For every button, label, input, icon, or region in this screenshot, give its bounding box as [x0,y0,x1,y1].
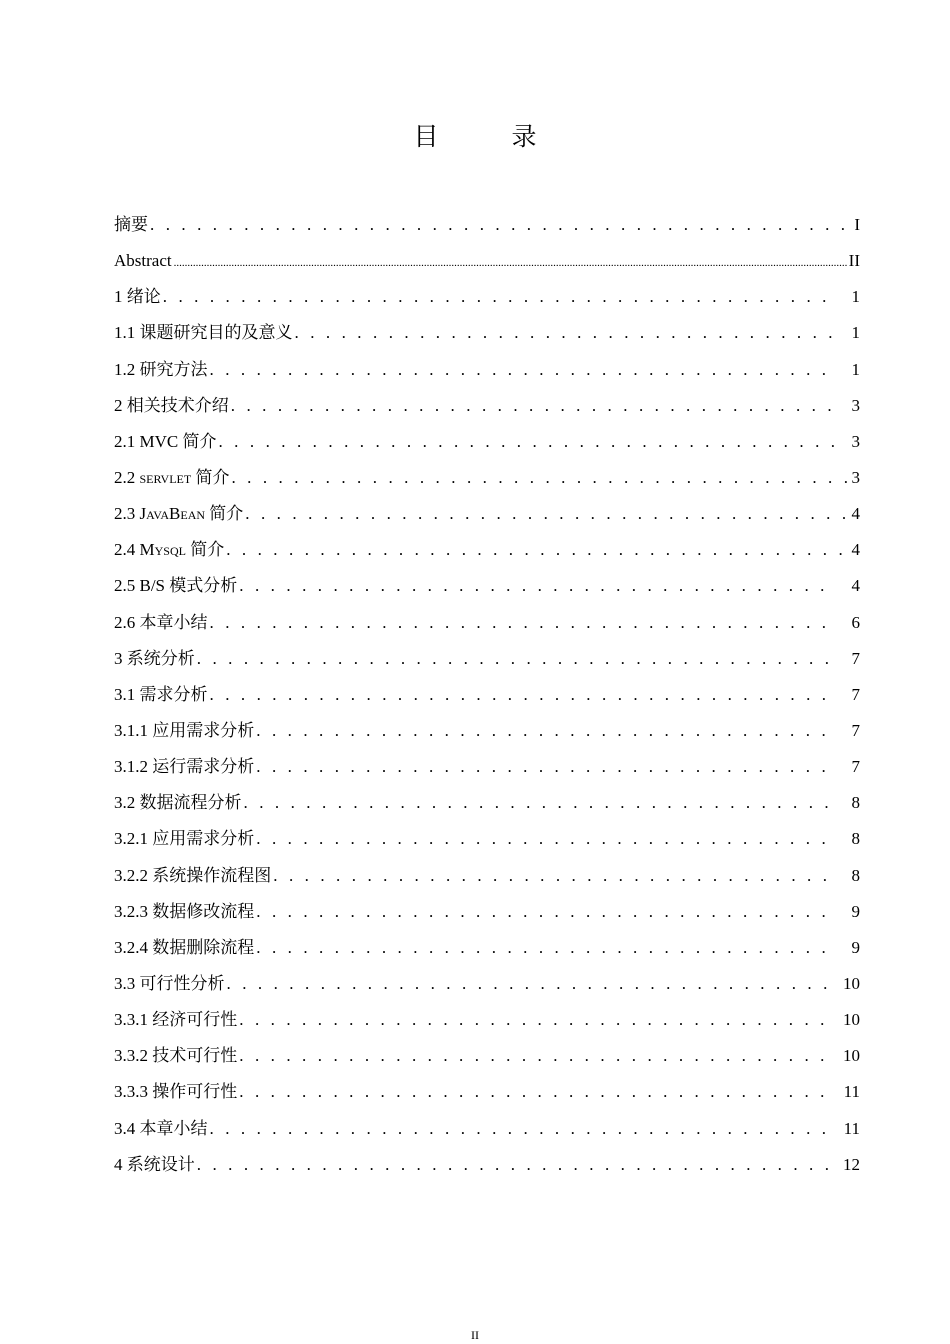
toc-entry-label: 1.2 研究方法 [114,359,208,379]
toc-entry-label: 2.6 本章小结 [114,612,208,632]
toc-entry-page: 8 [851,829,860,849]
dot-leader [256,895,836,929]
toc-entry-label: 2.5 B/S 模式分析 [114,576,238,596]
toc-entry-page: 7 [851,720,860,740]
toc-entry-page: 11 [843,1118,860,1138]
toc-entry-3-2-2[interactable] [114,859,860,895]
footer-page-number: II [471,1328,479,1342]
dot-leader [174,246,847,280]
toc-entry-label: 1 绪论 [114,287,161,307]
toc-entry-label: 3.3.1 经济可行性 [114,1010,238,1030]
toc-entry-page: 6 [851,612,860,632]
toc-entry-page: I [854,215,860,234]
toc-entry-label: 4 系统设计 [114,1154,195,1174]
toc-entry-3-3-3[interactable] [114,1075,860,1111]
toc-entry-3-2-3[interactable] [114,895,860,931]
toc-entry-page: 10 [843,1046,860,1066]
toc-entry-3-2-4[interactable] [114,931,860,967]
toc-entry-page: 7 [851,684,860,704]
toc-entry-2-6[interactable] [114,606,860,642]
toc-entry-1-1[interactable] [114,316,860,352]
toc-entry-page: II [848,251,860,271]
dot-leader [210,1112,837,1146]
toc-entry-2-4[interactable] [114,533,860,569]
toc-entry-label: 3.4 本章小结 [114,1118,208,1138]
toc-entry-page: 7 [851,757,860,777]
dot-leader [210,678,837,712]
toc-entry-label: 3.1.1 应用需求分析 [114,720,255,740]
toc-entry-page: 8 [851,865,860,885]
dot-leader [239,1039,836,1073]
dot-leader [256,714,836,748]
toc-entry-label: 3.2 数据流程分析 [114,793,242,813]
toc-entry-label: 3.2.3 数据修改流程 [114,901,255,921]
toc-entry-abstract-en[interactable] [114,244,860,280]
dot-leader [256,822,836,856]
toc-entry-page: 4 [851,504,860,524]
dot-leader [273,859,836,893]
dot-leader [239,1003,836,1037]
toc-entry-2[interactable] [114,389,860,425]
dot-leader [197,1148,836,1182]
toc-entry-page: 10 [843,1010,860,1030]
toc-entry-1-2[interactable] [114,353,860,389]
toc-entry-label: 3.1 需求分析 [114,684,208,704]
toc-entry-label: 2 相关技术介绍 [114,395,229,415]
toc-entry-3-2[interactable] [114,786,860,822]
toc-entry-page: 3 [851,431,860,451]
dot-leader [239,569,836,603]
toc-entry-page: 1 [851,359,860,379]
toc-entry-label: 2.1 MVC 简介 [114,431,217,451]
toc-entry-3[interactable] [114,642,860,678]
toc-entry-page: 9 [851,901,860,921]
dot-leader [227,967,837,1001]
toc-entry-label: 3 系统分析 [114,648,195,668]
table-of-contents [114,208,860,1184]
toc-entry-3-1[interactable] [114,678,860,714]
toc-entry-label: 2.3 JavaBean 简介 [114,504,244,524]
toc-entry-page: 9 [851,937,860,957]
toc-entry-3-2-1[interactable] [114,822,860,858]
toc-entry-label: 摘要 [114,215,148,234]
dot-leader [163,280,836,314]
toc-entry-3-3-1[interactable] [114,1003,860,1039]
toc-entry-2-1[interactable] [114,425,860,461]
toc-entry-page: 1 [851,323,860,343]
toc-entry-label: 3.2.4 数据删除流程 [114,937,255,957]
toc-entry-2-5[interactable] [114,569,860,605]
toc-entry-2-3[interactable] [114,497,860,533]
toc-entry-page: 3 [851,467,860,487]
toc-entry-3-3-2[interactable] [114,1039,860,1075]
dot-leader [150,208,848,242]
toc-entry-label: 2.2 servlet 简介 [114,467,230,487]
toc-entry-label: 3.3.2 技术可行性 [114,1046,238,1066]
toc-entry-page: 3 [851,395,860,415]
dot-leader [210,353,837,387]
dot-leader [210,606,837,640]
toc-entry-3-4[interactable] [114,1112,860,1148]
toc-entry-label: 3.2.2 系统操作流程图 [114,865,272,885]
toc-entry-page: 8 [851,793,860,813]
dot-leader [295,316,837,350]
toc-entry-2-2[interactable] [114,461,860,497]
dot-leader [231,389,836,423]
dot-leader [245,497,848,531]
toc-entry-4[interactable] [114,1148,860,1184]
dot-leader [197,642,836,676]
toc-entry-page: 1 [851,287,860,307]
toc-entry-page: 10 [843,973,860,993]
toc-entry-page: 4 [851,576,860,596]
toc-entry-page: 12 [843,1154,860,1174]
toc-entry-label: 3.3.3 操作可行性 [114,1082,238,1102]
toc-entry-label: 2.4 Mysql 简介 [114,540,225,560]
toc-entry-3-1-1[interactable] [114,714,860,750]
dot-leader [256,750,836,784]
toc-entry-3-3[interactable] [114,967,860,1003]
toc-entry-label: 3.3 可行性分析 [114,973,225,993]
toc-entry-label: 3.1.2 运行需求分析 [114,757,255,777]
dot-leader [226,533,848,567]
toc-entry-label: 3.2.1 应用需求分析 [114,829,255,849]
dot-leader [239,1075,836,1109]
toc-entry-label: Abstract [114,251,172,271]
toc-entry-page: 7 [851,648,860,668]
toc-entry-page: 4 [851,540,860,560]
toc-entry-abstract-cn[interactable] [114,208,860,244]
dot-leader [231,461,848,495]
dot-leader [256,931,836,965]
toc-entry-page: 11 [843,1082,860,1102]
dot-leader [218,425,836,459]
toc-entry-1[interactable] [114,280,860,316]
dot-leader [244,786,837,820]
toc-entry-3-1-2[interactable] [114,750,860,786]
toc-entry-label: 1.1 课题研究目的及意义 [114,323,293,343]
page-title: 目 录 [413,124,561,151]
